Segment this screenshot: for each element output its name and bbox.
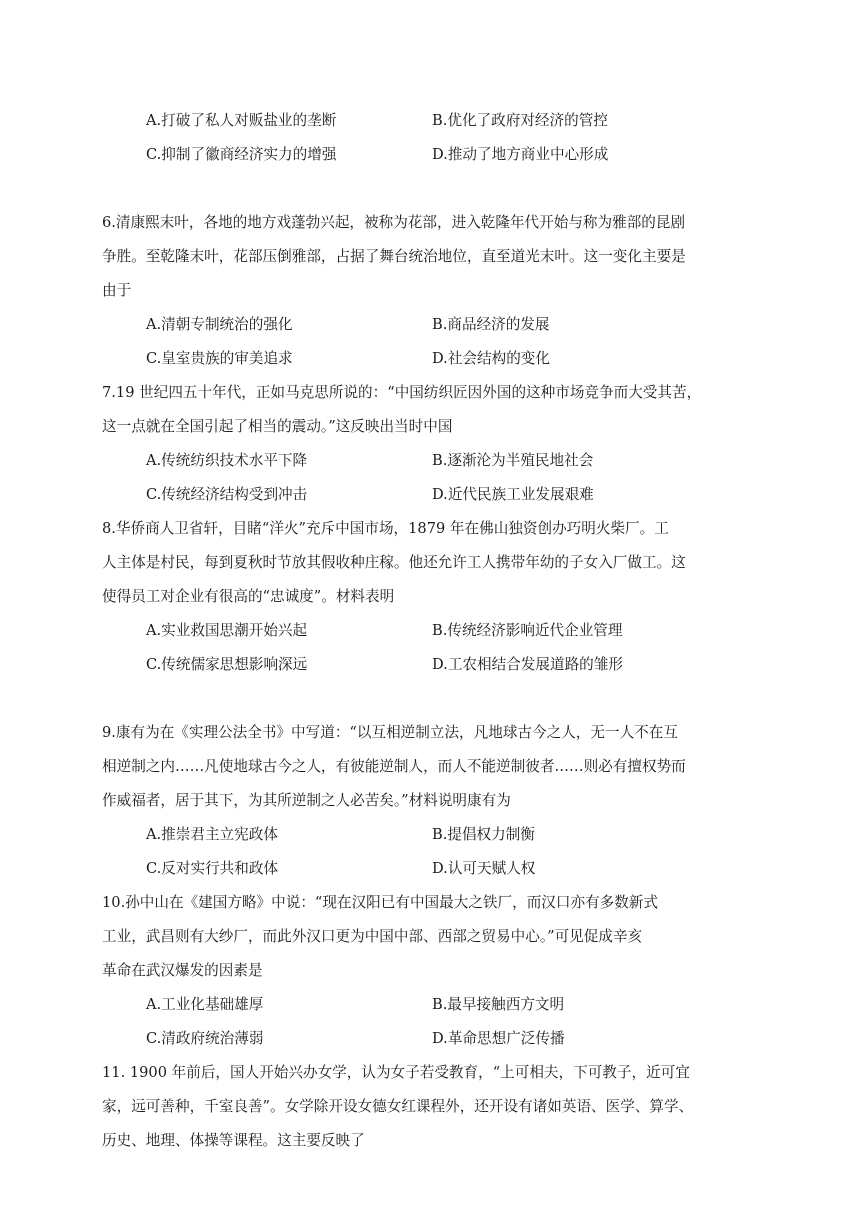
q10-stem-line-3: 革命在武汉爆发的因素是 [102,962,263,979]
q6-option-b: B.商品经济的发展 [432,316,550,333]
q5-option-c: C.抑制了徽商经济实力的增强 [146,146,337,163]
q5-option-a: A.打破了私人对贩盐业的垄断 [146,112,337,129]
q9-stem-line-3: 作威福者，居于其下，为其所逆制之人必苦矣。”材料说明康有为 [102,792,511,809]
q7-option-d: D.近代民族工业发展艰难 [432,486,594,503]
q8-option-d: D.工农相结合发展道路的雏形 [432,656,623,673]
q9-stem-line-1: 9.康有为在《实理公法全书》中写道：“以互相逆制立法，凡地球古今之人，无一人不在互 [102,724,678,741]
q10-stem-line-2: 工业，武昌则有大纱厂，而此外汉口更为中国中部、西部之贸易中心。”可见促成辛亥 [102,928,643,945]
q10-option-b: B.最早接触西方文明 [432,996,565,1013]
q11-stem-line-3: 历史、地理、体操等课程。这主要反映了 [102,1132,365,1149]
q11-stem-line-1: 11. 1900 年前后，国人开始兴办女学，认为女子若受教育，“上可相夫，下可教子，近可宜 [102,1064,690,1081]
q7-stem-line-1: 7.19 世纪四五十年代，正如马克思所说的：“中国纺织匠因外国的这种市场竞争而大受其苦， [102,384,702,401]
q10-option-a: A.工业化基础雄厚 [146,996,264,1013]
q8-stem-line-3: 使得员工对企业有很高的“忠诚度”。材料表明 [102,588,395,605]
q9-stem-line-2: 相逆制之内……凡使地球古今之人，有彼能逆制人，而人不能逆制彼者……则必有擅权势而 [102,758,686,775]
q8-option-b: B.传统经济影响近代企业管理 [432,622,623,639]
q6-stem-line-3: 由于 [102,282,132,299]
q11-stem-line-2: 家，远可善种，千室良善”。女学除开设女德女红课程外，还开设有诸如英语、医学、算学、 [102,1098,694,1115]
q6-option-a: A.清朝专制统治的强化 [146,316,293,333]
q7-option-a: A.传统纺织技术水平下降 [146,452,308,469]
q10-stem-line-1: 10.孙中山在《建国方略》中说：“现在汉阳已有中国最大之铁厂，而汉口亦有多数新式 [102,894,659,911]
q6-stem-line-2: 争胜。至乾隆末叶，花部压倒雅部，占据了舞台统治地位，直至道光末叶。这一变化主要是 [102,248,686,265]
q8-stem-line-2: 人主体是村民，每到夏秋时节放其假收种庄稼。他还允许工人携带年幼的子女入厂做工。这 [102,554,686,571]
q10-option-d: D.革命思想广泛传播 [432,1030,565,1047]
q10-option-c: C.清政府统治薄弱 [146,1030,264,1047]
q8-option-a: A.实业救国思潮开始兴起 [146,622,308,639]
q9-option-b: B.提倡权力制衡 [432,826,535,843]
q7-option-c: C.传统经济结构受到冲击 [146,486,308,503]
q5-option-b: B.优化了政府对经济的管控 [432,112,608,129]
q9-option-d: D.认可天赋人权 [432,860,536,877]
q9-option-a: A.推崇君主立宪政体 [146,826,278,843]
q6-stem-line-1: 6.清康熙末叶，各地的地方戏蓬勃兴起，被称为花部，进入乾隆年代开始与称为雅部的昆剧 [102,214,686,231]
q9-option-c: C.反对实行共和政体 [146,860,279,877]
q8-stem-line-1: 8.华侨商人卫省轩，目睹“洋火”充斥中国市场，1879 年在佛山独资创办巧明火柴厂。工 [102,520,669,537]
q6-option-d: D.社会结构的变化 [432,350,550,367]
q8-option-c: C.传统儒家思想影响深远 [146,656,308,673]
q7-stem-line-2: 这一点就在全国引起了相当的震动。”这反映出当时中国 [102,418,453,435]
q5-option-d: D.推动了地方商业中心形成 [432,146,609,163]
q6-option-c: C.皇室贵族的审美追求 [146,350,293,367]
q7-option-b: B.逐渐沦为半殖民地社会 [432,452,594,469]
